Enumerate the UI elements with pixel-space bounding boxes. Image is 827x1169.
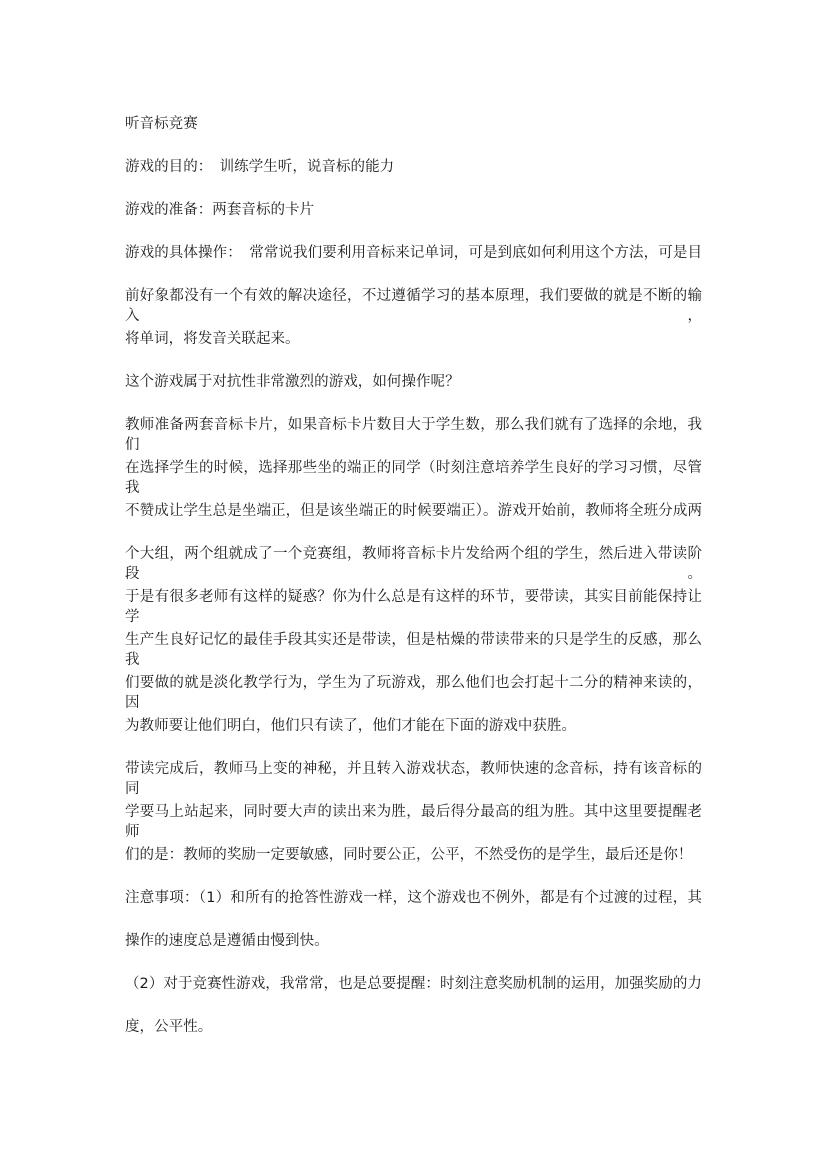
operation-line-1: 游戏的具体操作： 常常说我们要利用音标来记单词，可是到底如何利用这个方法，可是目 [125, 245, 702, 261]
paragraph2-line-1: 带读完成后，教师马上变的神秘，并且转入游戏状态，教师快速的念音标，持有该音标的同 [125, 761, 702, 797]
paragraph1-line-4: 个大组，两个组就成了一个竞赛组，教师将音标卡片发给两个组的学生，然后进入带读阶段。 [125, 546, 702, 582]
paragraph2-line-2: 学要马上站起来，同时要大声的读出来为胜，最后得分最高的组为胜。其中这里要提醒老师 [125, 804, 702, 840]
document-title: 听音标竞赛 [125, 116, 198, 132]
paragraph1-line-7: 们要做的就是淡化教学行为，学生为了玩游戏，那么他们也会打起十二分的精神来读的，因 [125, 675, 702, 711]
paragraph1-line-8: 为教师要让他们明白，他们只有读了，他们才能在下面的游戏中获胜。 [125, 718, 577, 734]
game-purpose: 游戏的目的： 训练学生听，说音标的能力 [125, 159, 395, 175]
note2-line-1: （2）对于竞赛性游戏，我常常，也是总要提醒：时刻注意奖励机制的运用，加强奖励的力 [125, 976, 702, 992]
notes-line-2: 操作的速度总是遵循由慢到快。 [125, 933, 329, 949]
note2-line-2: 度，公平性。 [125, 1019, 213, 1035]
operation-question: 这个游戏属于对抗性非常激烈的游戏，如何操作呢？ [125, 374, 460, 390]
paragraph2-line-3: 们的是：教师的奖励一定要敏感，同时要公正，公平，不然受伤的是学生，最后还是你！ [125, 847, 693, 863]
game-preparation: 游戏的准备：两套音标的卡片 [125, 202, 315, 218]
operation-line-3: 将单词，将发音关联起来。 [125, 331, 300, 347]
paragraph1-line-1: 教师准备两套音标卡片，如果音标卡片数目大于学生数，那么我们就有了选择的余地，我们 [125, 417, 702, 453]
operation-line-2: 前好象都没有一个有效的解决途径，不过遵循学习的基本原理，我们要做的就是不断的输入， [125, 288, 702, 324]
paragraph1-line-5: 于是有很多老师有这样的疑惑？你为什么总是有这样的环节，要带读，其实目前能保持让学 [125, 589, 702, 625]
paragraph1-line-2: 在选择学生的时候，选择那些坐的端正的同学（时刻注意培养学生良好的学习习惯，尽管我 [125, 460, 702, 496]
paragraph1-line-6: 生产生良好记忆的最佳手段其实还是带读，但是枯燥的带读带来的只是学生的反感，那么我 [125, 632, 702, 668]
paragraph1-line-3: 不赞成让学生总是坐端正，但是该坐端正的时候要端正）。游戏开始前，教师将全班分成两 [125, 503, 702, 519]
notes-line-1: 注意事项：（1）和所有的抢答性游戏一样，这个游戏也不例外，都是有个过渡的过程，其 [125, 890, 702, 906]
